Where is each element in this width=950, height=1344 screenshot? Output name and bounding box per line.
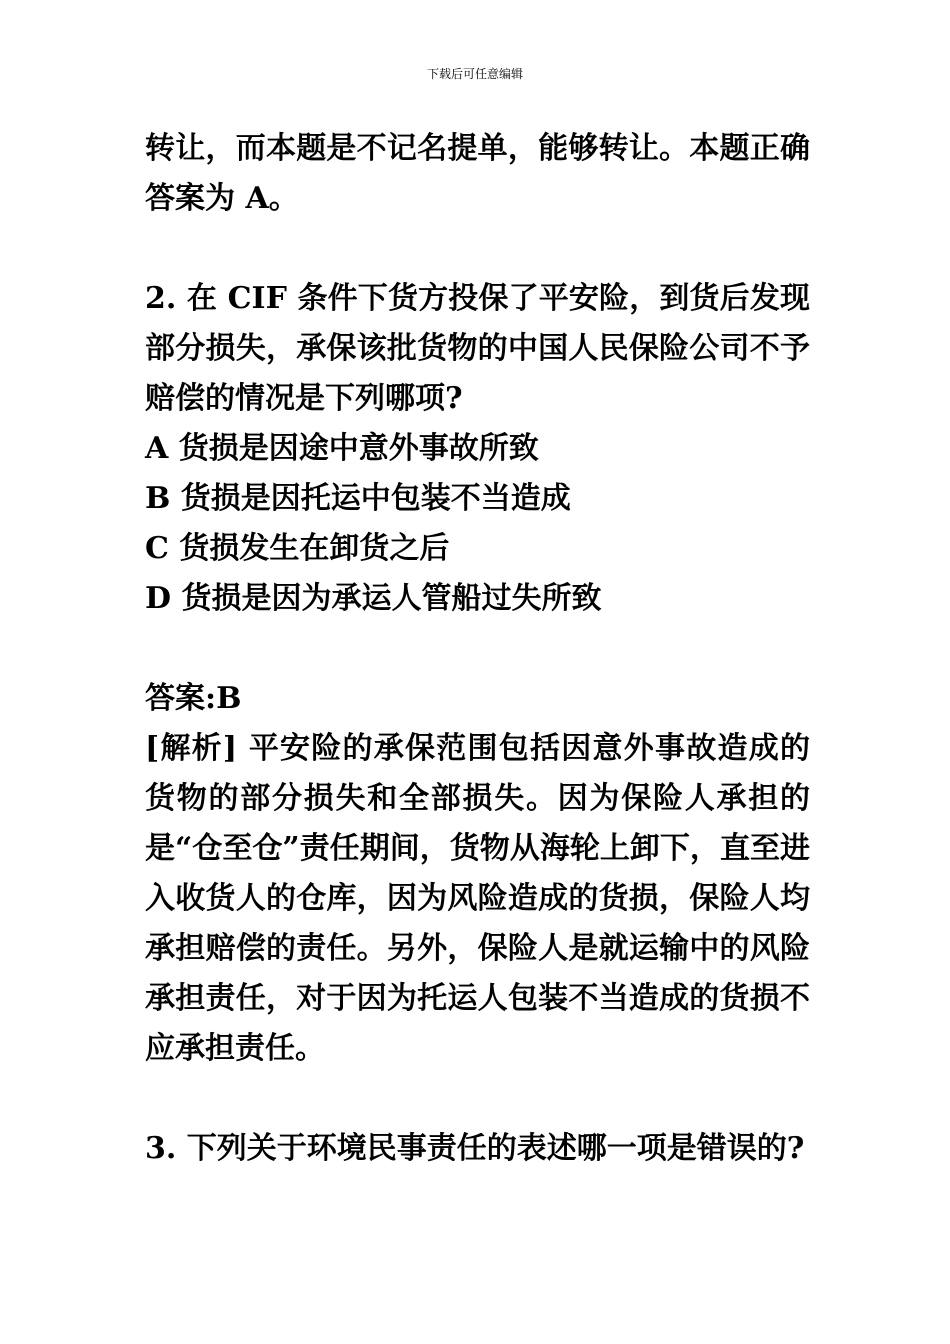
paragraph-gap <box>145 1074 810 1124</box>
question-2-option-c: C 货损发生在卸货之后 <box>145 531 450 566</box>
paragraph-gap <box>145 224 810 274</box>
question-2-stem: 2. 在 CIF 条件下货方投保了平安险，到货后发现部分损失，承保该批货物的中国人民保险公司不予赔偿的情况是下列哪项? <box>145 281 810 416</box>
question-3-stem: 3. 下列关于环境民事责任的表述哪一项是错误的? <box>145 1131 805 1166</box>
question-2-option-d: D 货损是因为承运人管船过失所致 <box>145 581 602 616</box>
question-2-option-a: A 货损是因途中意外事故所致 <box>145 431 539 466</box>
page-header: 下载后可任意编辑 <box>426 67 523 81</box>
document-body <box>145 124 810 1174</box>
previous-answer-continuation: 转让，而本题是不记名提单，能够转让。本题正确答案为 A。 <box>145 131 810 216</box>
question-2-analysis: [解析] 平安险的承保范围包括因意外事故造成的货物的部分损失和全部损失。因为保险人承担的是“仓至仓”责任期间，货物从海轮上卸下，直至进入收货人的仓库，因为风险造成的货损，保险人均承担赔偿的责任。另外，保险人是就运输中的风险承担责任，对于因为托运人包装不当造成的货损不应承担责任。 <box>145 731 810 1066</box>
paragraph-gap <box>145 624 810 674</box>
question-2-option-b: B 货损是因托运中包装不当造成 <box>145 481 571 516</box>
question-2-answer: 答案:B <box>145 681 242 716</box>
